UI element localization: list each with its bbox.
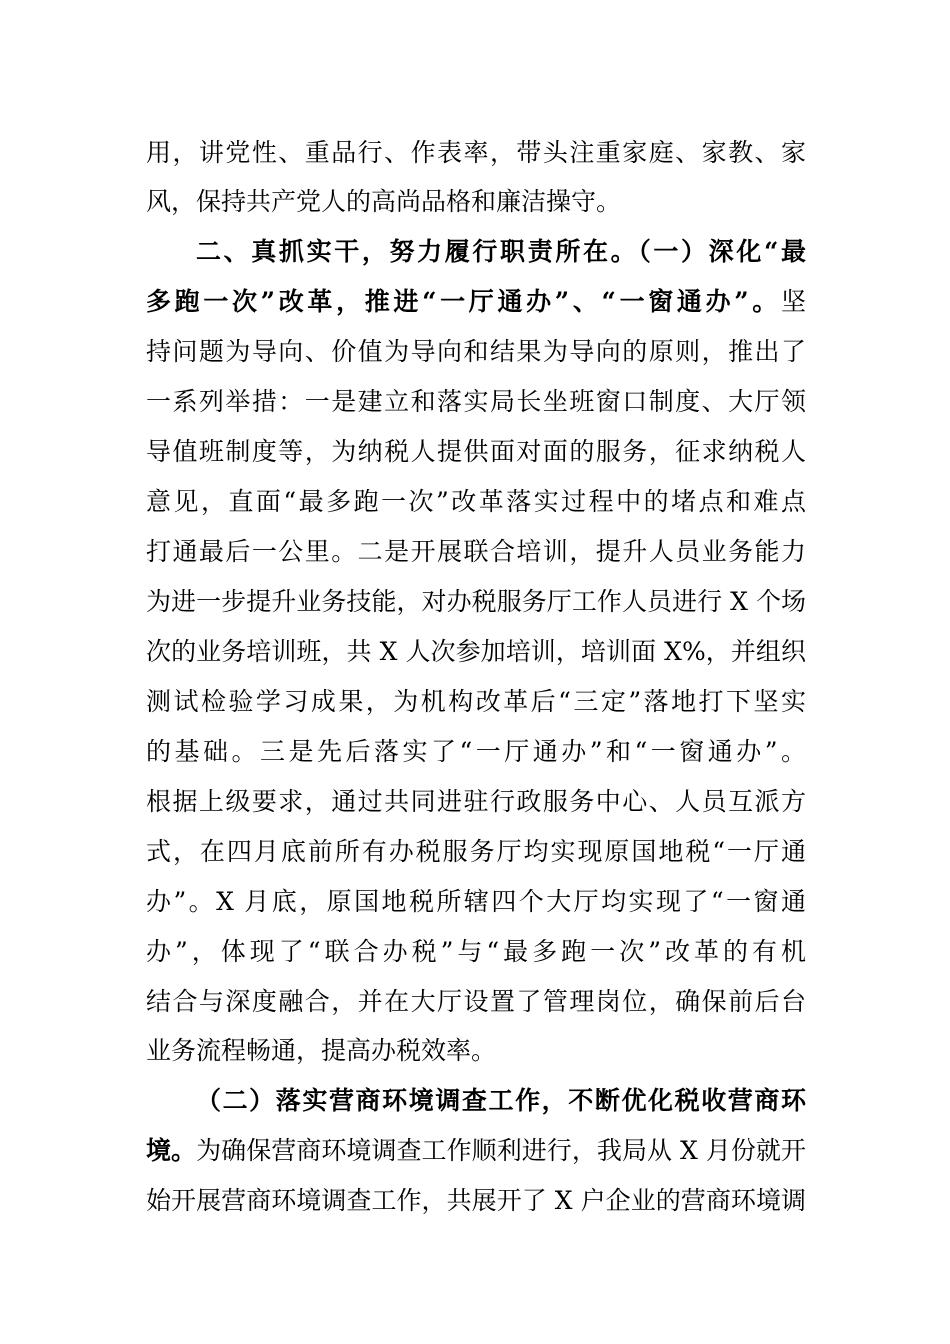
text-line-10 <box>146 582 806 622</box>
heading-segment: 境。 <box>146 1136 197 1165</box>
text-segment: 为进一步提升业务技能，对办税服务厅工作人员进行 X 个场 <box>146 587 806 616</box>
text-line-13 <box>146 732 806 772</box>
text-segment: 为确保营商环境调查工作顺利进行，我局从 X 月份就开 <box>196 1136 806 1165</box>
text-segment: 测试检验学习成果，为机构改革后“三定”落地打下坚实 <box>146 687 806 716</box>
text-segment: 导值班制度等，为纳税人提供面对面的服务，征求纳税人 <box>146 437 806 466</box>
text-line-9 <box>146 532 806 572</box>
text-segment: 式，在四月底前所有办税服务厅均实现原国地税“一厅通 <box>146 837 806 866</box>
text-line-22 <box>146 1181 806 1221</box>
text-segment: 的基础。三是先后落实了“一厅通办”和“一窗通办”。 <box>146 737 806 766</box>
heading-segment: 二、真抓实干，努力履行职责所在。（一）深化“最 <box>196 237 806 266</box>
text-segment: 持问题为导向、价值为导向和结果为导向的原则，推出了 <box>146 337 806 366</box>
text-segment: 结合与深度融合，并在大厅设置了管理岗位，确保前后台 <box>146 987 806 1016</box>
text-segment: 办”。X 月底，原国地税所辖四个大厅均实现了“一窗通 <box>146 887 806 916</box>
text-segment: 坚 <box>780 287 806 316</box>
text-line-1 <box>146 133 806 173</box>
text-line-14 <box>146 782 806 822</box>
text-segment: 次的业务培训班，共 X 人次参加培训，培训面 X%，并组织 <box>146 637 806 666</box>
text-line-8 <box>146 482 806 522</box>
text-line-16 <box>146 882 806 922</box>
text-line-7 <box>146 432 806 472</box>
section-heading-line-2 <box>146 282 806 322</box>
text-segment: 风，保持共产党人的高尚品格和廉洁操守。 <box>146 187 622 216</box>
text-line-21 <box>146 1131 806 1171</box>
text-segment: 意见，直面“最多跑一次”改革落实过程中的堵点和难点 <box>146 487 806 516</box>
text-segment: 根据上级要求，通过共同进驻行政服务中心、人员互派方 <box>146 787 806 816</box>
text-line-18 <box>146 982 806 1022</box>
section-heading-line-1 <box>196 232 806 272</box>
text-segment: 始开展营商环境调查工作，共展开了 X 户企业的营商环境调 <box>146 1186 806 1215</box>
text-line-19 <box>146 1031 806 1071</box>
text-line-6 <box>146 382 806 422</box>
text-segment: 用，讲党性、重品行、作表率，带头注重家庭、家教、家 <box>146 138 806 167</box>
text-line-17 <box>146 932 806 972</box>
text-line-11 <box>146 632 806 672</box>
text-line-2 <box>146 182 806 222</box>
text-segment: 打通最后一公里。二是开展联合培训，提升人员业务能力 <box>146 537 806 566</box>
heading-segment: （二）落实营商环境调查工作，不断优化税收营商环 <box>196 1086 806 1115</box>
heading-segment: 多跑一次”改革，推进“一厅通办”、“一窗通办”。 <box>146 287 781 316</box>
text-segment: 一系列举措：一是建立和落实局长坐班窗口制度、大厅领 <box>146 387 806 416</box>
text-segment: 业务流程畅通，提高办税效率。 <box>146 1036 497 1065</box>
subsection-heading-line-1 <box>196 1081 806 1121</box>
text-line-5 <box>146 332 806 372</box>
text-line-15 <box>146 832 806 872</box>
text-segment: 办”，体现了“联合办税”与“最多跑一次”改革的有机 <box>146 937 806 966</box>
text-line-12 <box>146 682 806 722</box>
